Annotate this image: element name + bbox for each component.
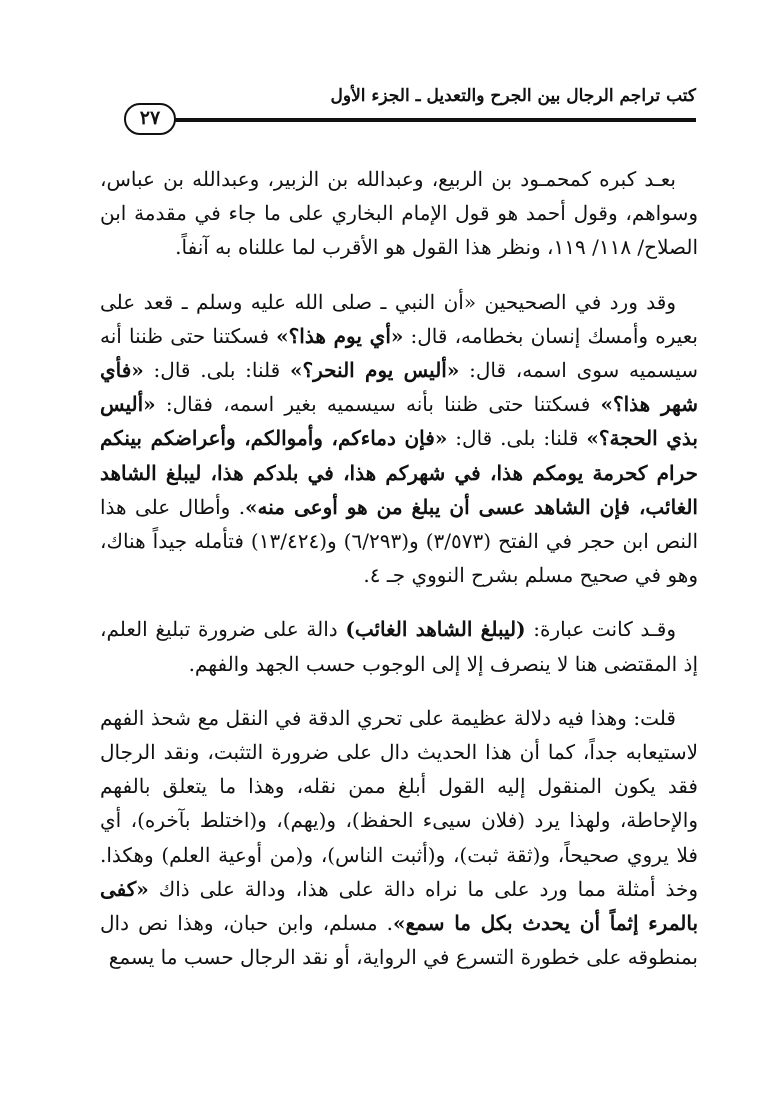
page-number: ٢٧ — [124, 103, 176, 135]
text-run: فسكتنا حتى ظننا أنه سيسميه سوى اسمه، قال: — [100, 323, 699, 383]
text-run: دالة على ضرورة تبليغ العلم، إذ المقتضى هنا لا ينصرف إلا إلى الوجوب حسب الجهد والفهم. — [100, 617, 698, 676]
text-run: قلنا: بلى. قال: — [143, 358, 290, 383]
text-run: بعـد كبره كمحمـود بن الربيع، وعبدالله بن الزبير، وعبدالله بن عباس، وسواهم، وقول أحمد هو قول الإمام البخاري على ما جاء في مقدمة ابن الصلاح/ ١١٨/ ١١٩، ونظر هذا القول هو الأقرب لما عللناه به آنفاً. — [100, 167, 698, 260]
quote-bold: «أي يوم هذا؟» — [276, 323, 404, 348]
text-run: . وأطال على هذا النص ابن حجر في الفتح (٣/٥٧٣) و(٦/٢٩٣) و(١٣/٤٢٤) فتأمله جيداً هناك، وهو في صحيح مسلم بشرح النووي جـ ٤. — [100, 494, 699, 588]
header-rule — [172, 118, 696, 122]
text-run: وقـد كانت عبارة: — [525, 617, 676, 642]
quote-bold: «فإن دماءكم، وأموالكم، وأعراضكم بينكم حرام كحرمة يومكم هذا، في شهركم هذا، في بلدكم هذا، ليبلغ الشاهد الغائب، فإن الشاهد عسى أن يبلغ من هو أوعى منه» — [100, 426, 698, 519]
paragraph — [100, 612, 698, 680]
text-run: قلنا: بلى. قال: — [447, 426, 587, 451]
text-run: فسكتنا حتى ظننا بأنه سيسميه بغير اسمه، فقال: — [155, 392, 601, 417]
paragraph — [100, 162, 698, 265]
paragraph — [100, 701, 698, 975]
text-run: . مسلم، وابن حبان، وهذا نص دال بمنطوقه على خطورة التسرع في الرواية، أو نقد الرجال حسب ما يسمع — [100, 911, 698, 970]
page-header — [104, 86, 696, 138]
quote-bold: «أليس يوم النحر؟» — [289, 358, 460, 383]
text-run: وقد ورد في الصحيحين «أن النبي ـ صلى الله عليه وسلم ـ قعد على بعيره وأمسك إنسان بخطامه، قال: — [100, 289, 698, 348]
quote-bold: «فأي شهر هذا؟» — [100, 358, 698, 417]
text-run: قلت: وهذا فيه دلالة عظيمة على تحري الدقة في النقل مع شحذ الفهم لاستيعابه جداً، كما أن هذا الحديث دال على ضرورة التثبت، ونقد الرجال فقد يكون المنقول إليه القول أبلغ ممن نقله، وهذا ما يتعلق بالفهم والإحاطة، ولهذا يرد (فلان سيىء الحفظ)، و(يهم)، و(اختلط بآخره)، أي فلا يروي صحيحاً، و(ثقة ثبت)، و(أثبت الناس)، و(من أوعية العلم) وهكذا. وخذ أمثلة مما ورد على ما نراه دالة على هذا، ودالة على ذاك — [100, 705, 698, 901]
quote-bold: (ليبلغ الشاهد الغائب) — [345, 617, 526, 642]
body-text — [100, 162, 698, 974]
quote-bold: «أليس بذي الحجة؟» — [100, 392, 698, 451]
quote-bold: «كفى بالمرء إثماً أن يحدث بكل ما سمع» — [100, 876, 699, 936]
running-title: كتب تراجم الرجال بين الجرح والتعديل ـ الجزء الأول — [330, 86, 696, 106]
paragraph — [100, 285, 698, 593]
